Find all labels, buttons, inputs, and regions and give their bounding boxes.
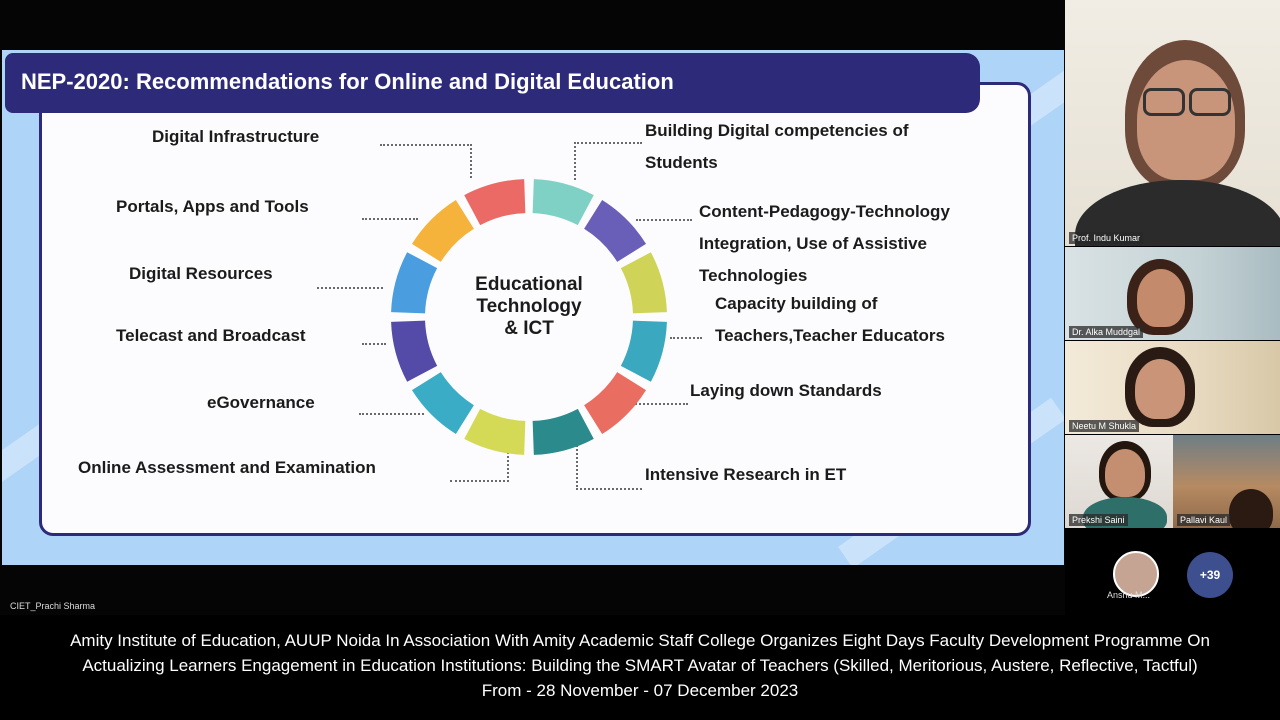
speaker-face: [1137, 60, 1235, 180]
wheel-segment: [621, 252, 667, 313]
video-tile[interactable]: [1065, 247, 1280, 340]
participant-name: Anshu M...: [1107, 590, 1151, 600]
wheel-center-line: Educational: [475, 274, 583, 295]
slide-title-bar: [5, 53, 980, 113]
wheel-segment: [464, 179, 525, 225]
item-egovernance: eGovernance: [207, 393, 315, 412]
participant-name: Pallavi Kaul: [1177, 514, 1230, 526]
connector-line: [362, 343, 386, 345]
video-tile[interactable]: [1065, 435, 1173, 528]
video-tile[interactable]: [1173, 435, 1280, 528]
participant-face: [1105, 449, 1145, 497]
glasses-icon: [1189, 88, 1231, 116]
more-participants-button[interactable]: +39: [1187, 552, 1233, 598]
participant-name: Dr. Alka Muddgal: [1069, 326, 1143, 338]
item-text-line: Technologies: [699, 266, 808, 285]
item-digital-resources: Digital Resources: [129, 264, 273, 283]
caption-line: Actualizing Learners Engagement in Education Institutions: Building the SMART Avatar of Teachers (Skilled, Meritorious, Austere, Reflective, Tactful): [82, 656, 1198, 675]
item-text-line: Capacity building of: [715, 294, 878, 313]
item-text-line: Teachers,Teacher Educators: [715, 326, 945, 345]
event-caption: [0, 628, 1280, 703]
wheel-segment: [464, 409, 525, 455]
item-laying-standards: Laying down Standards: [690, 381, 882, 400]
item-building-digital-competencies: [645, 115, 909, 179]
wheel-segment: [533, 179, 594, 225]
video-tile-speaker[interactable]: [1065, 0, 1280, 246]
presentation-slide: [2, 50, 1064, 565]
item-online-assessment: Online Assessment and Examination: [78, 458, 376, 477]
item-content-pedagogy-technology: [699, 196, 950, 292]
item-text-line: Building Digital competencies of: [645, 121, 909, 140]
slide-title: NEP-2020: Recommendations for Online and Digital Education: [21, 69, 674, 94]
wheel-segment: [412, 200, 474, 262]
participant-face: [1137, 269, 1185, 327]
wheel-center-line: Technology: [476, 296, 582, 317]
wheel-segment: [584, 372, 646, 434]
item-intensive-research: Intensive Research in ET: [645, 465, 847, 484]
item-text-line: Content-Pedagogy-Technology: [699, 202, 950, 221]
caption-line: Amity Institute of Education, AUUP Noida In Association With Amity Academic Staff College Organizes Eight Days Faculty Development Programme On: [70, 631, 1210, 650]
caption-line: From - 28 November - 07 December 2023: [481, 681, 799, 700]
wheel-segment: [584, 200, 646, 262]
item-text-line: Students: [645, 153, 718, 172]
connector-line: [670, 337, 702, 339]
participant-name: Prekshi Saini: [1069, 514, 1128, 526]
item-text-line: Integration, Use of Assistive: [699, 234, 927, 253]
wheel-segment: [621, 321, 667, 382]
video-tile[interactable]: [1065, 341, 1280, 434]
wheel-segment: [533, 409, 594, 455]
wheel-segment: [391, 321, 437, 382]
wheel-segment: [412, 372, 474, 434]
item-capacity-building: [715, 288, 945, 352]
connector-line: [380, 144, 472, 178]
wheel-segment: [391, 252, 437, 313]
connector-line: [317, 287, 383, 289]
screen-share-owner-name: CIET_Prachi Sharma: [10, 601, 96, 611]
wheel-center-label: [442, 274, 616, 340]
glasses-icon: [1143, 88, 1185, 116]
participant-hair: [1229, 489, 1273, 528]
participant-face: [1135, 359, 1185, 419]
participant-name: Neetu M Shukla: [1069, 420, 1139, 432]
item-digital-infrastructure: Digital Infrastructure: [152, 127, 320, 146]
participant-name: Prof. Indu Kumar: [1069, 232, 1143, 244]
wheel-center-line: & ICT: [504, 318, 554, 339]
item-portals-apps-tools: Portals, Apps and Tools: [116, 197, 309, 216]
item-telecast-broadcast: Telecast and Broadcast: [116, 326, 306, 345]
